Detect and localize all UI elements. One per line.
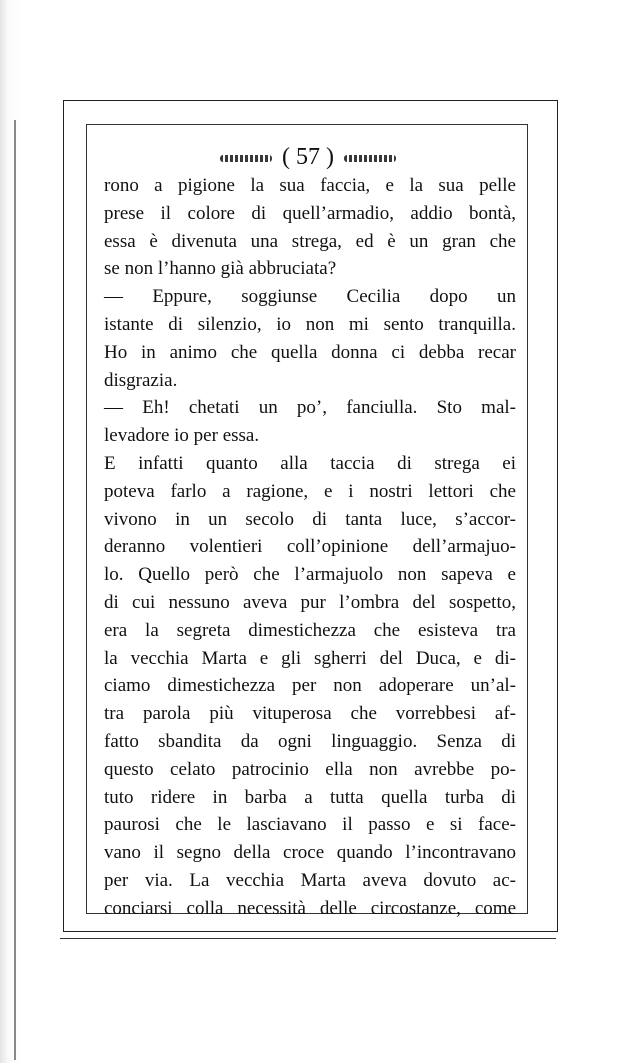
ornament-right-icon bbox=[344, 155, 396, 162]
text-line: levadore io per essa. bbox=[104, 425, 260, 447]
text-line: istante di silenzio, io non mi sento tranquilla. bbox=[104, 313, 516, 335]
text-line: E infatti quanto alla taccia di strega ei bbox=[104, 452, 516, 474]
text-line: era la segreta dimestichezza che esisteva tra bbox=[104, 619, 516, 641]
text-line: tra parola più vituperosa che vorrebbesi af- bbox=[104, 703, 516, 725]
text-line: prese il colore di quell’armadio, addio bontà, bbox=[104, 202, 516, 224]
page-header bbox=[104, 142, 512, 172]
text-line: conciarsi colla necessità delle circostanze, come bbox=[104, 897, 516, 919]
text-line: — Eh! chetati un po’, fanciulla. Sto mal- bbox=[104, 397, 516, 419]
page-left-edge bbox=[0, 0, 22, 1063]
bottom-rule bbox=[60, 938, 556, 939]
binding-edge-line bbox=[14, 120, 16, 1060]
ornament-left-icon bbox=[220, 155, 272, 162]
text-line: di cui nessuno aveva pur l’ombra del sospetto, bbox=[104, 591, 516, 613]
text-line: — Eppure, soggiunse Cecilia dopo un bbox=[104, 286, 516, 308]
text-line: lo. Quello però che l’armajuolo non sapeva e bbox=[104, 564, 516, 586]
text-line: per via. La vecchia Marta aveva dovuto ac- bbox=[104, 869, 516, 891]
text-line: tuto ridere in barba a tutta quella turba di bbox=[104, 786, 516, 808]
text-line: deranno volentieri coll’opinione dell’armajuo- bbox=[104, 536, 516, 558]
text-line: fatto sbandita da ogni linguaggio. Senza di bbox=[104, 730, 516, 752]
text-line: ciamo dimestichezza per non adoperare un’al- bbox=[104, 675, 516, 697]
text-line: paurosi che le lasciavano il passo e si face- bbox=[104, 814, 516, 836]
body-text bbox=[104, 172, 516, 923]
text-line: vano il segno della croce quando l’incontravano bbox=[104, 842, 516, 864]
text-line: questo celato patrocinio ella non avrebbe po- bbox=[104, 758, 516, 780]
text-line: Ho in animo che quella donna ci debba recar bbox=[104, 341, 516, 363]
page-number: ( 57 ) bbox=[282, 144, 334, 170]
text-line: disgrazia. bbox=[104, 369, 178, 391]
text-line: la vecchia Marta e gli sgherri del Duca, e di- bbox=[104, 647, 516, 669]
text-line: poteva farlo a ragione, e i nostri lettori che bbox=[104, 480, 516, 502]
text-line: se non l’hanno già abbruciata? bbox=[104, 258, 337, 280]
text-line: vivono in un secolo di tanta luce, s’accor- bbox=[104, 508, 516, 530]
text-line: essa è divenuta una strega, ed è un gran che bbox=[104, 230, 516, 252]
text-line: rono a pigione la sua faccia, e la sua pelle bbox=[104, 175, 516, 196]
